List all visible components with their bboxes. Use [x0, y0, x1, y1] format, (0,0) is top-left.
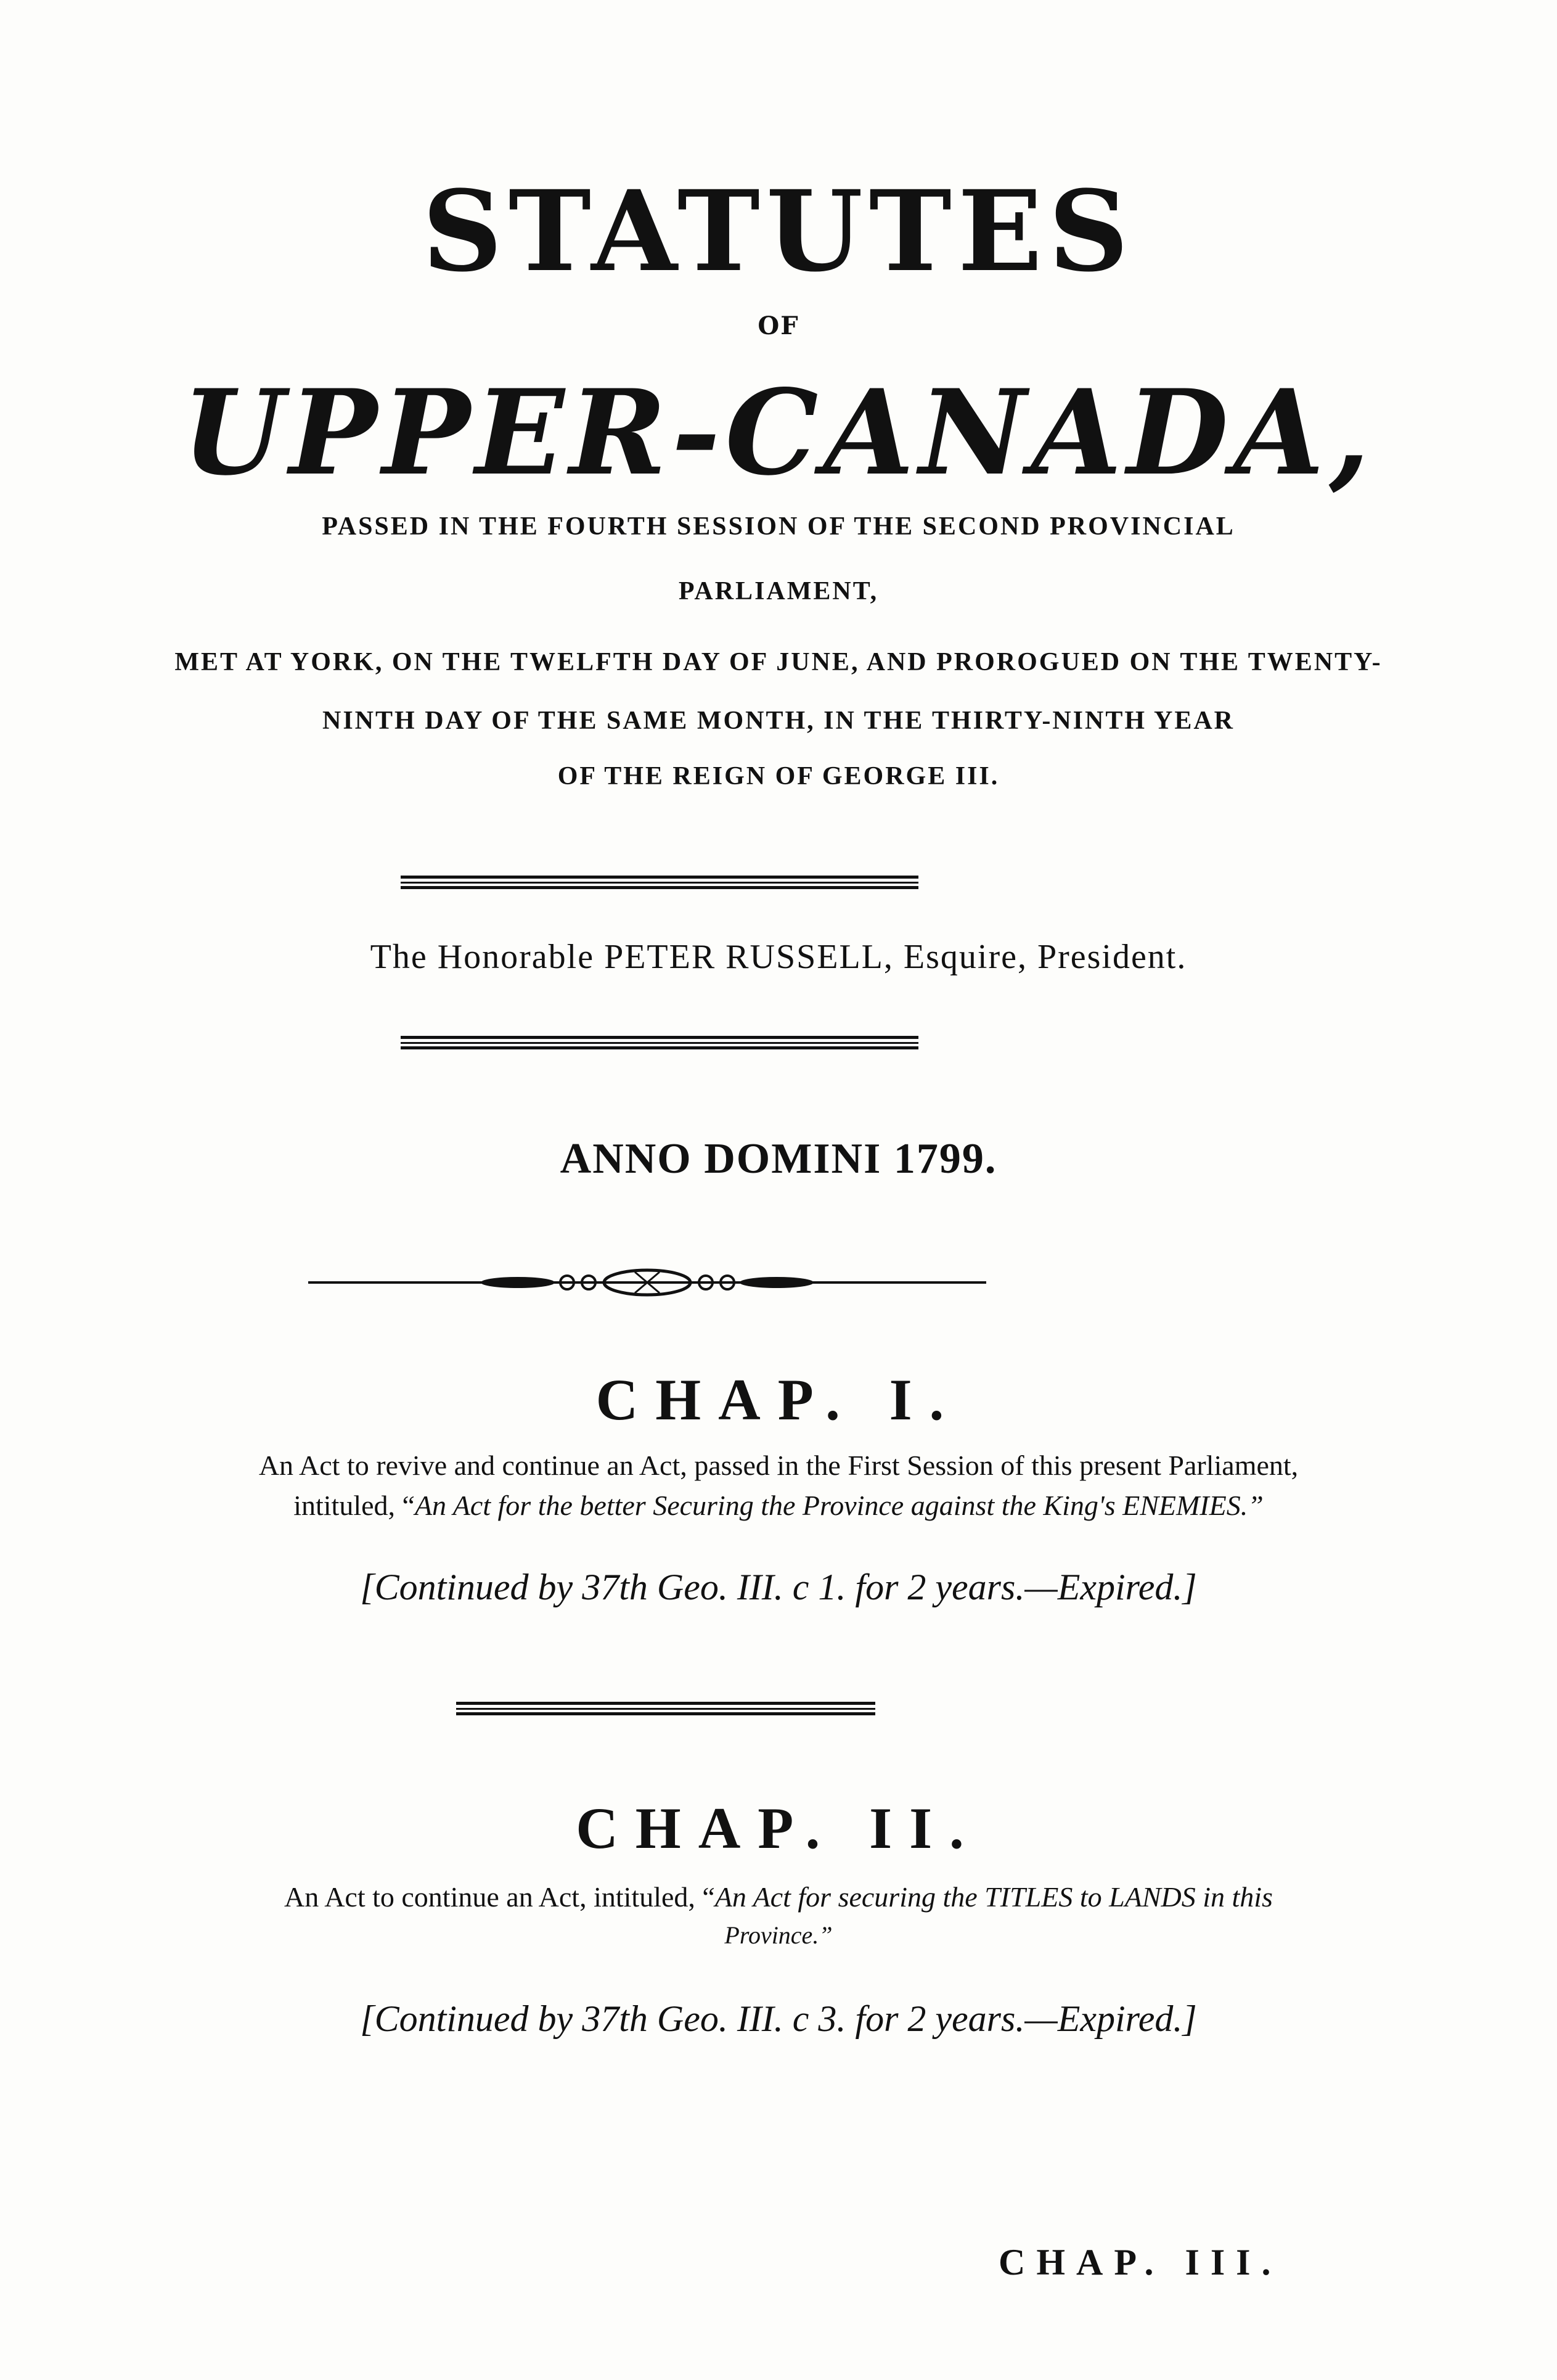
met-line-2: NINTH DAY OF THE SAME MONTH, IN THE THIRTY-NINTH YEAR: [322, 707, 1235, 735]
chap-2-act-line-2: Province.”: [724, 1921, 833, 1949]
chap-2-continued: [Continued by 37th Geo. III. c 3. for 2 years.—Expired.]: [360, 1998, 1197, 2039]
passed-line-1: PASSED IN THE FOURTH SESSION OF THE SECOND PROVINCIAL: [322, 512, 1235, 541]
double-rule-lower: [456, 1702, 875, 1715]
chap-1-continued: [Continued by 37th Geo. III. c 1. for 2 years.—Expired.]: [360, 1567, 1197, 1607]
double-rule-top: [401, 876, 918, 889]
catchword: CHAP. III.: [999, 2242, 1282, 2283]
province-title: UPPER-CANADA,: [182, 364, 1375, 501]
chap-2-act-line-1: An Act to continue an Act, intituled, “An Act for securing the TITLES to LANDS in this: [284, 1881, 1273, 1913]
title-of: OF: [758, 311, 799, 340]
chap-1-heading: CHAP. I.: [595, 1367, 962, 1432]
page-title: STATUTES: [422, 166, 1135, 297]
met-line-3: OF THE REIGN OF GEORGE III.: [557, 762, 1000, 790]
chap-1-act-line-2: intituled, “An Act for the better Securing the Province against the King's ENEMIES.”: [293, 1490, 1264, 1521]
chap-2-heading: CHAP. II.: [576, 1795, 981, 1861]
passed-line-2: PARLIAMENT,: [678, 577, 879, 605]
anno-domini: ANNO DOMINI 1799.: [560, 1135, 997, 1183]
chap-1-act-line-1: An Act to revive and continue an Act, passed in the First Session of this present Parliament,: [258, 1450, 1299, 1481]
president-line: The Honorable PETER RUSSELL, Esquire, President.: [370, 938, 1187, 976]
met-line-1: MET AT YORK, ON THE TWELFTH DAY OF JUNE, AND PROROGUED ON THE TWENTY-: [174, 648, 1383, 676]
double-rule-middle: [401, 1036, 918, 1049]
ornament-divider: [308, 1267, 986, 1298]
